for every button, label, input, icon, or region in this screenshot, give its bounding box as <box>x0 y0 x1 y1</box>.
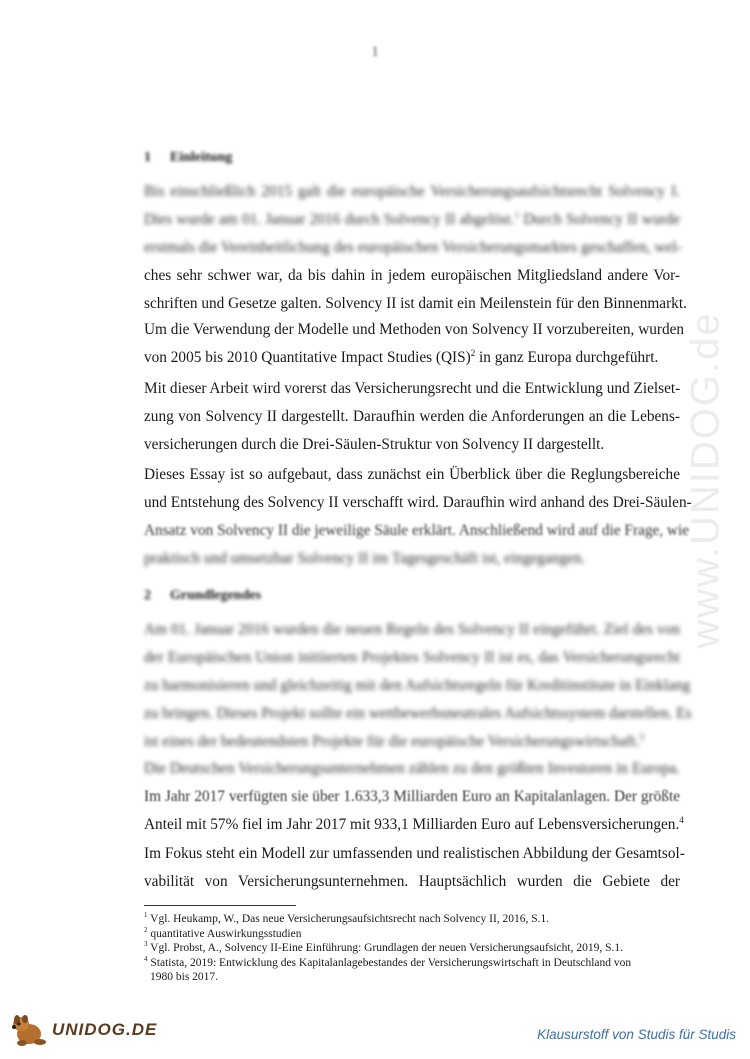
tagline: Klausurstoff von Studis für Studis <box>537 1027 736 1042</box>
paragraph-investors <box>144 755 684 839</box>
text-line: erstmals die Vereinheitlichung des europäischen Versicherungsmarktes geschaffen, wel- <box>144 239 682 256</box>
text-line: Dies wurde am 01. Januar 2016 durch Solvency II abgelöst.$^1$ Durch Solvency II wurde <box>144 209 680 228</box>
section-title: Grundlegendes <box>170 588 262 603</box>
text-line: zu bringen. Dieses Projekt sollte ein wettbewerbsneutrales Aufsichtssystem darstellen. Es <box>144 705 692 722</box>
footnote: $^3$ Vgl. Probst, A., Solvency II-Eine Einführung: Grundlagen der neuen Versicherungsaufsicht, 2019, S.1. <box>144 940 623 954</box>
text-line: praktisch und umsetzbar Solvency II im Tagesgeschäft ist, eingegangen. <box>144 550 586 567</box>
footnote: $^2$ quantitative Auswirkungsstudien <box>144 925 302 940</box>
text-line: der Europäischen Union initiierten Projektes Solvency II ist es, das Versicherungsrecht <box>144 649 680 666</box>
page-number: 1 <box>371 44 379 60</box>
dog-mascot-icon <box>8 1012 50 1048</box>
footnote: $^4$ Statista, 2019: Entwicklung des Kapitalanlagebestandes der Versicherungswirtschaft in Deutschland von <box>144 954 632 969</box>
text-line: vabilität von Versicherungsunternehmen. Hauptsächlich wurden die Gebiete der <box>144 873 680 890</box>
text-line: ches sehr schwer war, da bis dahin in jedem europäischen Mitgliedsland andere Vor- <box>144 267 680 284</box>
logo-text: UNIDOG.DE <box>52 1020 158 1039</box>
text-line: schriften und Gesetze galten. Solvency II ist damit ein Meilenstein für den Binnenmarkt. <box>144 295 687 312</box>
footnote-ref: 3 <box>639 731 644 742</box>
section-heading-2 <box>144 588 261 604</box>
paragraph-aim <box>144 375 680 459</box>
text-line: ist eines der bedeutendsten Projekte für die europäische Versicherungswirtschaft.$^3$ <box>144 731 644 750</box>
paragraph-intro <box>144 178 687 318</box>
text-line: Im Fokus steht ein Modell zur umfassenden und realistischen Abbildung der Gesamtsol- <box>144 845 685 862</box>
paragraph-structure <box>144 461 692 573</box>
footnote-ref: 2 <box>470 347 476 358</box>
text-line: versicherungen durch die Drei-Säulen-Struktur von Solvency II dargestellt. <box>144 436 605 453</box>
footnote-separator <box>144 905 296 906</box>
text-line: Am 01. Januar 2016 wurden die neuen Regeln des Solvency II eingeführt. Ziel des von <box>144 621 680 638</box>
watermark-text: www.UNIDOG.de <box>683 311 728 649</box>
text-line: Anteil mit 57% fiel im Jahr 2017 mit 933,1 Milliarden Euro auf Lebensversicherungen.$^4$ <box>144 814 684 833</box>
text-line: zung von Solvency II dargestellt. Daraufhin werden die Anforderungen an die Lebens- <box>144 408 680 425</box>
text-line: Im Jahr 2017 verfügten sie über 1.633,3 Milliarden Euro an Kapitalanlagen. Der größte <box>144 788 680 805</box>
text-line: Bis einschließlich 2015 galt die europäische Versicherungsaufsichtsrecht Solvency I. <box>144 183 680 200</box>
text-line: Mit dieser Arbeit wird vorerst das Versicherungsrecht und die Entwicklung und Zielset- <box>144 380 681 397</box>
unidog-logo[interactable] <box>8 1012 157 1048</box>
section-title: Einleitung <box>170 150 233 165</box>
section-number: 1 <box>144 150 151 165</box>
text-line: Um die Verwendung der Modelle und Methoden von Solvency II vorzubereiten, wurden <box>144 321 685 338</box>
text-line: Ansatz von Solvency II die jeweilige Säule erklärt. Anschließend wird auf die Frage, wie <box>144 522 689 539</box>
text-line: von 2005 bis 2010 Quantitative Impact Studies (QIS)$^2$ in ganz Europa durchgeführt. <box>144 347 659 366</box>
text-line: Dieses Essay ist so aufgebaut, dass zunächst ein Überblick über die Reglungsbereiche <box>144 466 680 483</box>
text-line: zu harmonisieren und gleichzeitig mit den Aufsichtsregeln für Kreditinstitute in Einklang <box>144 677 691 694</box>
paragraph-qis <box>144 316 685 372</box>
footnote-ref: 1 <box>514 209 520 220</box>
footnotes <box>144 912 684 985</box>
footnote-continuation: 1980 bis 2017. <box>150 971 219 983</box>
footnote-ref: 4 <box>679 814 684 825</box>
text-line: und Entstehung des Solvency II verschafft wird. Daraufhin wird anhand des Drei-Säulen- <box>144 494 692 511</box>
section-heading-1 <box>144 150 232 166</box>
section-number: 2 <box>144 588 151 603</box>
paragraph-basics <box>144 616 692 756</box>
text-line: Die Deutschen Versicherungsunternehmen zählen zu den größten Investoren in Europa. <box>144 760 680 777</box>
paragraph-focus <box>144 840 685 896</box>
footnote: $^1$ Vgl. Heukamp, W., Das neue Versicherungsaufsichtsrecht nach Solvency II, 2016, S.1. <box>144 911 550 925</box>
